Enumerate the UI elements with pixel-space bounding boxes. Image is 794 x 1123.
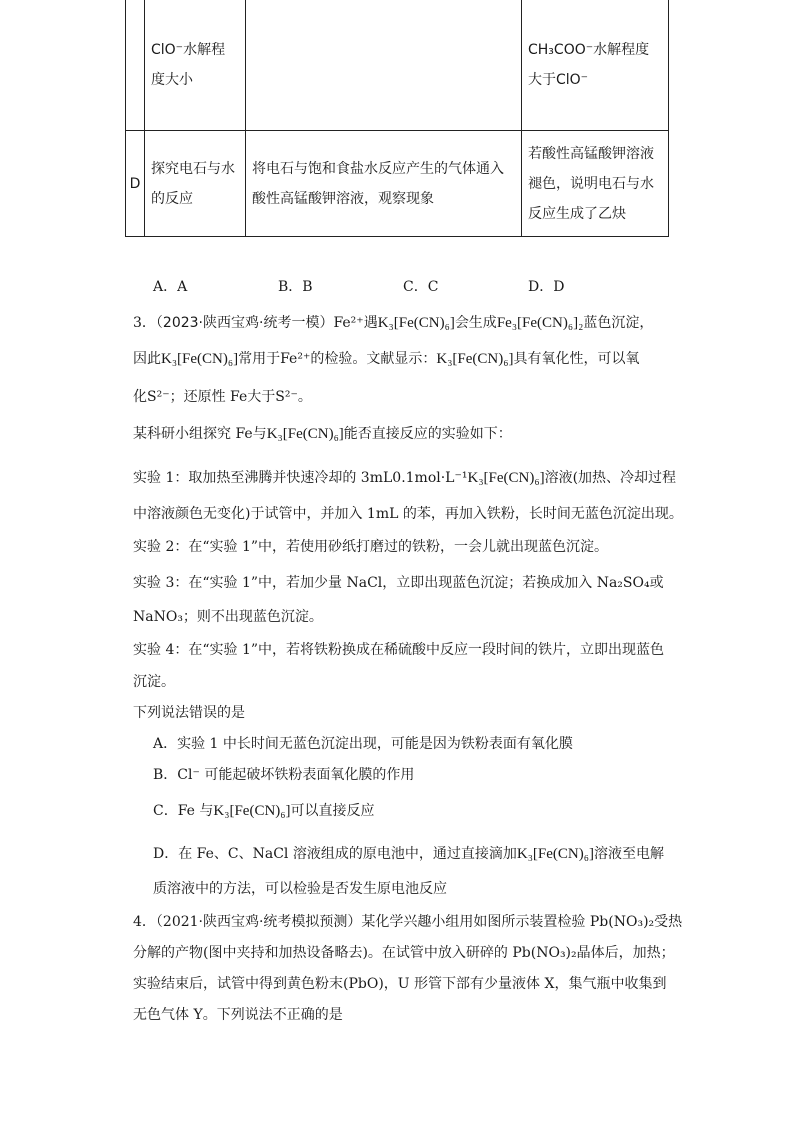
- q3-text: 可以直接反应: [290, 803, 375, 819]
- q3-text: D．在 Fe、C、NaCl 溶液组成的原电池中，通过直接滴加: [153, 846, 517, 862]
- exp4-line-2: 沉淀。: [133, 674, 175, 690]
- row-label: D: [126, 131, 145, 237]
- formula: K₃[Fe(CN)₆]: [161, 351, 239, 367]
- option-b[interactable]: B．B: [278, 279, 313, 295]
- row-label: [126, 0, 145, 131]
- q3-line-3: 化S²⁻；还原性 Fe大于S²⁻。: [133, 389, 312, 405]
- q3-number: 3．: [133, 315, 156, 331]
- formula: K₃[Fe(CN)₆]: [436, 351, 514, 367]
- q3-text: Fe²⁺遇: [333, 315, 378, 331]
- q2-options: [153, 276, 653, 296]
- q3-option-d-line-1[interactable]: [153, 843, 664, 865]
- q3-text: 蓝色沉淀，: [583, 315, 654, 331]
- q3-text: 具有氧化性，可以氧: [513, 351, 640, 367]
- q3-option-a[interactable]: A．实验 1 中长时间无蓝色沉淀出现，可能是因为铁粉表面有氧化膜: [153, 736, 573, 752]
- explore-item-cell: 探究电石与水的反应: [145, 131, 246, 237]
- exp1-line-1: [133, 467, 676, 489]
- formula: Fe₃[Fe(CN)₆]₂: [496, 315, 584, 331]
- q4-line-4: 无色气体 Y。下列说法不正确的是: [133, 1007, 343, 1023]
- table-row: [126, 0, 669, 131]
- option-d[interactable]: D．D: [528, 279, 565, 295]
- q4-line-2: 分解的产物(图中夹持和加热设备略去)。在试管中放入研碎的 Pb(NO₃)₂晶体后，加热；: [133, 945, 675, 961]
- option-a[interactable]: A．A: [153, 279, 188, 295]
- option-c[interactable]: C．C: [403, 279, 439, 295]
- q3-text: 溶液至电解: [593, 846, 664, 862]
- q3-option-d-line-2: 质溶液中的方法，可以检验是否发生原电池反应: [153, 881, 447, 897]
- q3-text: 能否直接反应的实验如下：: [343, 426, 512, 442]
- q3-line-2: [133, 348, 639, 370]
- q3-option-b[interactable]: B．Cl⁻ 可能起破坏铁粉表面氧化膜的作用: [153, 767, 415, 783]
- method-cell: [246, 0, 522, 131]
- exp4-line-1: 实验 4：在“实验 1”中，若将铁粉换成在稀硫酸中反应一段时间的铁片，立即出现蓝色: [133, 642, 665, 658]
- exp3-line-1: 实验 3：在“实验 1”中，若加少量 NaCl，立即出现蓝色沉淀；若换成加入 Na₂SO₄或: [133, 575, 664, 591]
- explore-item-cell: ClO⁻水解程度大小: [145, 0, 246, 131]
- method-cell: 将电石与饱和食盐水反应产生的气体通入酸性高锰酸钾溶液，观察现象: [246, 131, 522, 237]
- q3-text: 溶液(加热、冷却过程: [544, 470, 677, 486]
- formula: K₃[Fe(CN)₆]: [377, 315, 455, 331]
- q3-text: C．Fe 与: [153, 803, 214, 819]
- q3-text: 因此: [133, 351, 161, 367]
- formula: K₃[Fe(CN)₆]: [213, 803, 291, 819]
- experiment-table: [125, 0, 669, 237]
- q3-text: 实验 1：取加热至沸腾并快速冷却的 3mL0.1mol·L⁻¹: [133, 470, 468, 486]
- q3-text: 会生成: [454, 315, 497, 331]
- formula: K₃[Fe(CN)₆]: [516, 846, 594, 862]
- q3-group-line: [133, 423, 512, 445]
- q3-option-c[interactable]: [153, 800, 375, 822]
- table-row: [126, 131, 669, 237]
- conclusion-cell: CH₃COO⁻水解程度大于ClO⁻: [522, 0, 669, 131]
- q3-text: 常用于Fe²⁺的检验。文献显示：: [238, 351, 437, 367]
- q3-line-1: [133, 312, 653, 334]
- exp2-line: 实验 2：在“实验 1”中，若使用砂纸打磨过的铁粉，一会儿就出现蓝色沉淀。: [133, 539, 609, 555]
- q3-source: （2023·陕西宝鸡·统考一模）: [155, 315, 334, 331]
- q4-line-1: 4．（2021·陕西宝鸡·统考模拟预测）某化学兴趣小组用如图所示装置检验 Pb(NO₃)₂受热: [133, 914, 683, 930]
- exp1-line-2: 中溶液颜色无变化)于试管中，并加入 1mL 的苯，再加入铁粉，长时间无蓝色沉淀出现。: [133, 506, 683, 522]
- conclusion-cell: 若酸性高锰酸钾溶液褪色，说明电石与水反应生成了乙炔: [522, 131, 669, 237]
- exp3-line-2: NaNO₃；则不出现蓝色沉淀。: [133, 609, 323, 625]
- formula: K₃[Fe(CN)₆]: [266, 426, 344, 442]
- q4-line-3: 实验结束后，试管中得到黄色粉末(PbO)，U 形管下部有少量液体 X，集气瓶中收集到: [133, 976, 667, 992]
- q3-question: 下列说法错误的是: [133, 705, 245, 721]
- formula: K₃[Fe(CN)₆]: [467, 470, 545, 486]
- q3-text: 某科研小组探究 Fe与: [133, 426, 267, 442]
